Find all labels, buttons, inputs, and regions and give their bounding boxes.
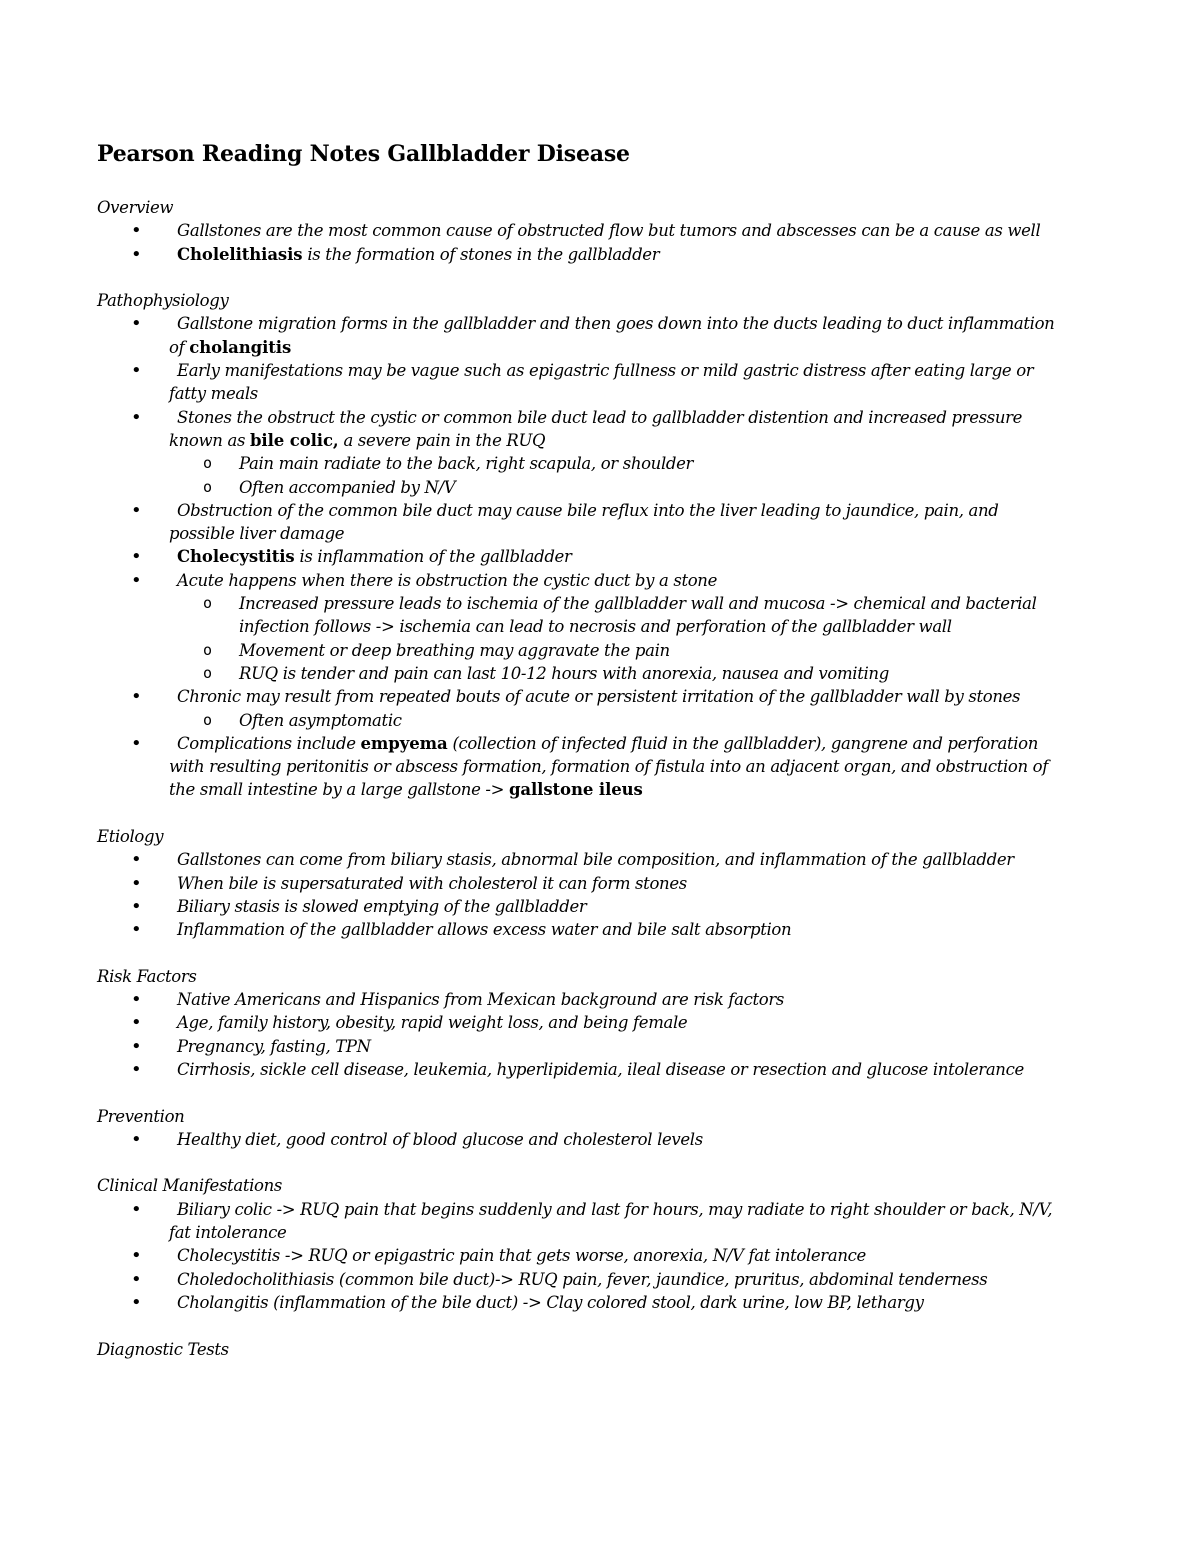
bold-term: gallstone ileus — [508, 780, 643, 800]
bullet-list — [97, 219, 1057, 266]
list-item: • Pregnancy, fasting, TPN — [169, 1035, 1057, 1058]
list-item: • Cholelithiasis is the formation of stones in the gallbladder — [169, 243, 1057, 266]
section-heading: Overview — [97, 198, 174, 217]
list-item: • Cholangitis (inflammation of the bile duct) -> Clay colored stool, dark urine, low BP, lethargy — [169, 1291, 1057, 1314]
list-item: • Complications include empyema (collection of infected fluid in the gallbladder), gangrene and perforation with resulting peritonitis or abscess formation, formation of fistula into an adjacent organ, and obstruction of the small intestine by a large gallstone -> gallstone ileus — [169, 732, 1057, 802]
list-item: • When bile is supersaturated with cholesterol it can form stones — [169, 872, 1057, 895]
section-clinical-manifestations — [97, 1174, 1057, 1314]
bold-term: Cholelithiasis — [177, 244, 303, 264]
sub-list — [169, 709, 1057, 732]
bold-term: Cholecystitis — [177, 547, 295, 567]
section-heading: Pathophysiology — [97, 291, 229, 311]
section-overview — [97, 196, 1057, 266]
list-item: • Acute happens when there is obstruction the cystic duct by a stone o Increased pressure leads to ischemia of the gallbladder wall and mucosa -> chemical and bacterial infection follows -> ischemia can lead to necrosis and perforation of the gallbladder wall o Movement or deep breathing may aggravate the pain o RUQ is tender and pain can last 10-12 hours with anorexia, nausea and vomiting — [169, 569, 1057, 685]
section-heading: Etiology — [97, 827, 164, 847]
section-etiology — [97, 825, 1057, 941]
list-item: • Cirrhosis, sickle cell disease, leukemia, hyperlipidemia, ileal disease or resection and glucose intolerance — [169, 1058, 1057, 1081]
section-heading: Prevention — [97, 1106, 185, 1126]
list-item: • Cholecystitis is inflammation of the gallbladder — [169, 545, 1057, 568]
list-item: • Inflammation of the gallbladder allows excess water and bile salt absorption — [169, 918, 1057, 941]
sub-list — [169, 592, 1057, 685]
bullet-list — [97, 848, 1057, 941]
section-pathophysiology — [97, 289, 1057, 802]
bold-term: cholangitis — [189, 337, 292, 357]
document-title: Pearson Reading Notes Gallbladder Disease — [97, 141, 630, 167]
section-heading: Diagnostic Tests — [97, 1339, 229, 1359]
list-item: • Age, family history, obesity, rapid weight loss, and being female — [169, 1011, 1057, 1034]
list-item: • Gallstones can come from biliary stasis, abnormal bile composition, and inflammation of the gallbladder — [169, 848, 1057, 871]
section-risk-factors — [97, 965, 1057, 1081]
sub-list-item: o RUQ is tender and pain can last 10-12 hours with anorexia, nausea and vomiting — [239, 662, 1057, 685]
bullet-list — [97, 312, 1057, 801]
bold-term: bile colic, — [249, 430, 339, 450]
list-item: • Cholecystitis -> RUQ or epigastric pain that gets worse, anorexia, N/V fat intolerance — [169, 1244, 1057, 1267]
section-heading: Clinical Manifestations — [97, 1176, 283, 1196]
sub-list-item: o Often asymptomatic — [239, 709, 1057, 732]
list-item: • Choledocholithiasis (common bile duct)-> RUQ pain, fever, jaundice, pruritus, abdominal tenderness — [169, 1268, 1057, 1291]
list-item: • Healthy diet, good control of blood glucose and cholesterol levels — [169, 1128, 1057, 1151]
bullet-list — [97, 988, 1057, 1081]
list-item: • Stones the obstruct the cystic or common bile duct lead to gallbladder distention and increased pressure known as bile colic, a severe pain in the RUQ o Pain main radiate to the back, right scapula, or shoulder o Often accompanied by N/V — [169, 406, 1057, 499]
list-item: • Gallstone migration forms in the gallbladder and then goes down into the ducts leading to duct inflammation of cholangitis — [169, 312, 1057, 359]
list-item: • Native Americans and Hispanics from Mexican background are risk factors — [169, 988, 1057, 1011]
section-heading: Risk Factors — [97, 966, 197, 986]
list-item: • Obstruction of the common bile duct may cause bile reflux into the liver leading to jaundice, pain, and possible liver damage — [169, 499, 1057, 546]
sub-list — [169, 452, 1057, 499]
document-body — [97, 196, 1057, 1361]
list-item: • Chronic may result from repeated bouts of acute or persistent irritation of the gallbladder wall by stones o Often asymptomatic — [169, 685, 1057, 732]
bullet-list — [97, 1198, 1057, 1314]
list-item: • Gallstones are the most common cause of obstructed flow but tumors and abscesses can be a cause as well — [169, 219, 1057, 242]
sub-list-item: o Pain main radiate to the back, right scapula, or shoulder — [239, 452, 1057, 475]
sub-list-item: o Increased pressure leads to ischemia of the gallbladder wall and mucosa -> chemical and bacterial infection follows -> ischemia can lead to necrosis and perforation of the gallbladder wall — [239, 592, 1057, 639]
section-prevention — [97, 1105, 1057, 1152]
bullet-list — [97, 1128, 1057, 1151]
bold-term: empyema — [360, 733, 448, 753]
list-item: • Biliary colic -> RUQ pain that begins suddenly and last for hours, may radiate to right shoulder or back, N/V, fat intolerance — [169, 1198, 1057, 1245]
sub-list-item: o Movement or deep breathing may aggravate the pain — [239, 639, 1057, 662]
section-diagnostic-tests — [97, 1338, 1057, 1361]
list-item: • Early manifestations may be vague such as epigastric fullness or mild gastric distress after eating large or fatty meals — [169, 359, 1057, 406]
list-item: • Biliary stasis is slowed emptying of the gallbladder — [169, 895, 1057, 918]
sub-list-item: o Often accompanied by N/V — [239, 476, 1057, 499]
